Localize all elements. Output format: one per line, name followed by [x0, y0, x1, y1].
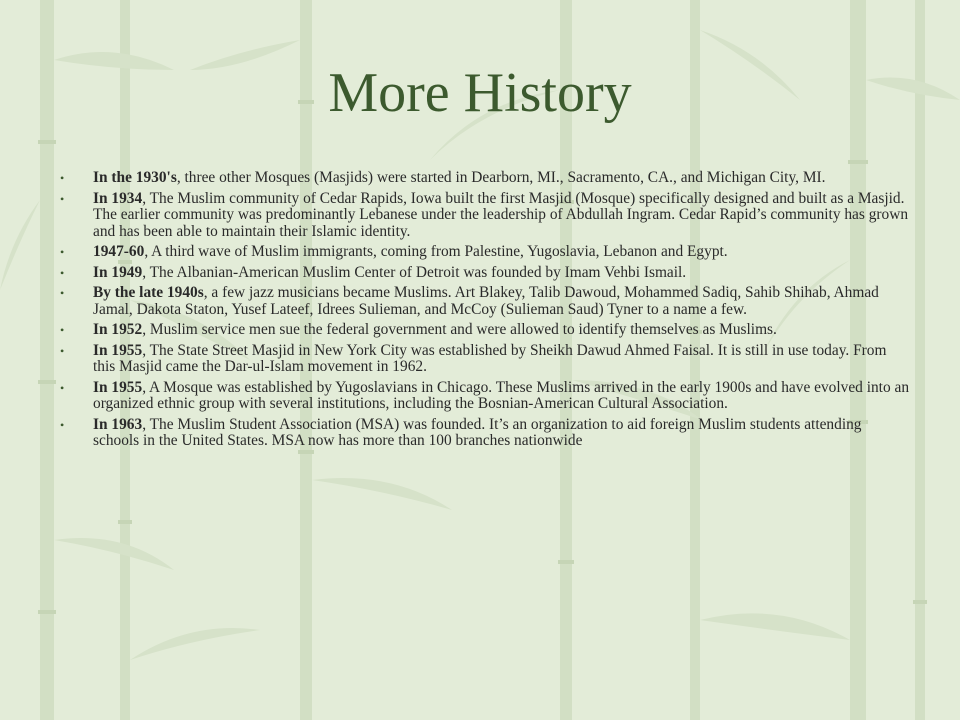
- bullet-icon: •: [60, 191, 65, 206]
- bullet-lead: In 1934: [93, 189, 143, 207]
- bullet-text: , A third wave of Muslim immigrants, coming from Palestine, Yugoslavia, Lebanon and Egypt.: [144, 243, 728, 260]
- bullet-text: , The Muslim Student Association (MSA) was founded. It’s an organization to aid foreign Muslim students attending schools in the United States. MSA now has more than 100 branches nationwide: [93, 415, 862, 449]
- bullet-list: [60, 170, 910, 454]
- bullet-item: [60, 380, 910, 413]
- bullet-text: , A Mosque was established by Yugoslavians in Chicago. These Muslims arrived in the early 1900s and have evolved into an organized ethnic group with several institutions, including the Bosnian-American Cultural Association.: [93, 378, 910, 412]
- bullet-icon: •: [60, 171, 65, 185]
- bullet-item: [60, 170, 910, 187]
- bullet-icon: •: [60, 265, 65, 280]
- bullet-icon: •: [60, 417, 65, 432]
- bullet-icon: •: [60, 245, 65, 259]
- bullet-item: [60, 285, 910, 318]
- bullet-text: , The State Street Masjid in New York City was established by Sheikh Dawud Ahmed Faisal. It is still in use today. From this Masjid came the Dar-ul-Islam movement in 1962.: [93, 341, 887, 375]
- bullet-lead: By the late 1940s: [93, 284, 204, 301]
- bullet-lead: 1947-60: [93, 243, 145, 260]
- bullet-text: , The Albanian-American Muslim Center of Detroit was founded by Imam Vehbi Ismail.: [142, 263, 687, 281]
- bullet-item: [60, 191, 910, 241]
- bullet-text: , The Muslim community of Cedar Rapids, Iowa built the first Masjid (Mosque) specifically designed and built as a Masjid. The earlier community was predominantly Lebanese under the leadership of Abdullah Ingram. Cedar Rapid’s community has grown and has been able to maintain their Islamic identity.: [93, 189, 909, 240]
- bullet-lead: In 1949: [93, 263, 143, 281]
- bullet-item: [60, 343, 910, 376]
- bullet-lead: In 1952: [93, 321, 143, 338]
- bullet-lead: In 1963: [93, 415, 143, 433]
- bullet-lead: In the 1930's: [93, 169, 177, 186]
- bullet-item: [60, 417, 910, 450]
- bullet-text: , Muslim service men sue the federal government and were allowed to identify themselves as Muslims.: [142, 321, 777, 338]
- bullet-icon: •: [60, 323, 65, 337]
- bullet-text: , three other Mosques (Masjids) were started in Dearborn, MI., Sacramento, CA., and Michigan City, MI.: [176, 169, 826, 186]
- bullet-lead: In 1955: [93, 378, 143, 396]
- slide-title: More History: [328, 62, 632, 124]
- bullet-icon: •: [60, 380, 65, 395]
- bullet-item: [60, 322, 910, 339]
- bullet-item: [60, 265, 910, 282]
- bullet-item: [60, 244, 910, 261]
- bullet-text: , a few jazz musicians became Muslims. Art Blakey, Talib Dawoud, Mohammed Sadiq, Sahib Shihab, Ahmad Jamal, Dakota Staton, Yusef Lateef, Idrees Sulieman, and McCoy (Sulieman Saud) Tyner to a name a few.: [93, 284, 879, 318]
- bullet-icon: •: [60, 343, 65, 358]
- bullet-lead: In 1955: [93, 341, 143, 359]
- bullet-icon: •: [60, 286, 65, 300]
